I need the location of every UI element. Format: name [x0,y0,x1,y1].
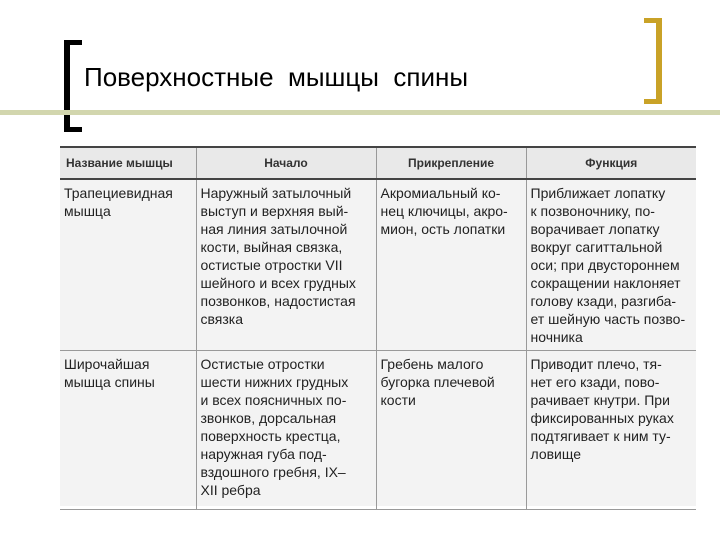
table-row [60,179,696,351]
right-bracket-bottom [644,99,662,104]
cell-muscle-name: Трапециевидная мышца [60,179,196,351]
left-bracket-bottom [64,127,82,132]
cell-origin: Наружный затылочный выступ и верхняя вый- ная линия затылочной кости, выйная связка, остистые отростки VII шейного и всех грудных позвонков, надостистая связка [196,179,376,351]
table-row [60,351,696,510]
title-underline-bar [0,110,720,115]
muscle-table [60,146,696,510]
header-muscle-name: Название мышцы [60,147,196,179]
left-bracket-top [64,40,82,45]
cell-insertion: Гребень малого бугорка плечевой кости [376,351,526,510]
header-function: Функция [526,147,696,179]
table-header-row [60,147,696,179]
cell-function: Приводит плечо, тя- нет его кзади, пово- рачивает кнутри. При фиксированных руках подтягивает к ним ту- ловище [526,351,696,510]
header-insertion: Прикрепление [376,147,526,179]
slide-title: Поверхностные мышцы спины [84,62,469,92]
cell-insertion: Акромиальный ко- нец ключицы, акро- мион, ость лопатки [376,179,526,351]
cell-function: Приближает лопатку к позвоночнику, по- ворачивает лопатку вокруг сагиттальной оси; при двустороннем сокращении наклоняет голову кзади, разгиба- ет шейную часть позво- ночника [526,179,696,351]
right-bracket-decoration [656,18,662,104]
left-bracket-decoration [64,40,70,132]
cell-muscle-name: Широчайшая мышца спины [60,351,196,510]
header-origin: Начало [196,147,376,179]
right-bracket-top [644,18,662,23]
cell-origin: Остистые отростки шести нижних грудных и всех поясничных по- звонков, дорсальная поверхность крестца, наружная губа под- вздошного гребня, IX– XII ребра [196,351,376,510]
muscle-table-container [60,146,696,506]
